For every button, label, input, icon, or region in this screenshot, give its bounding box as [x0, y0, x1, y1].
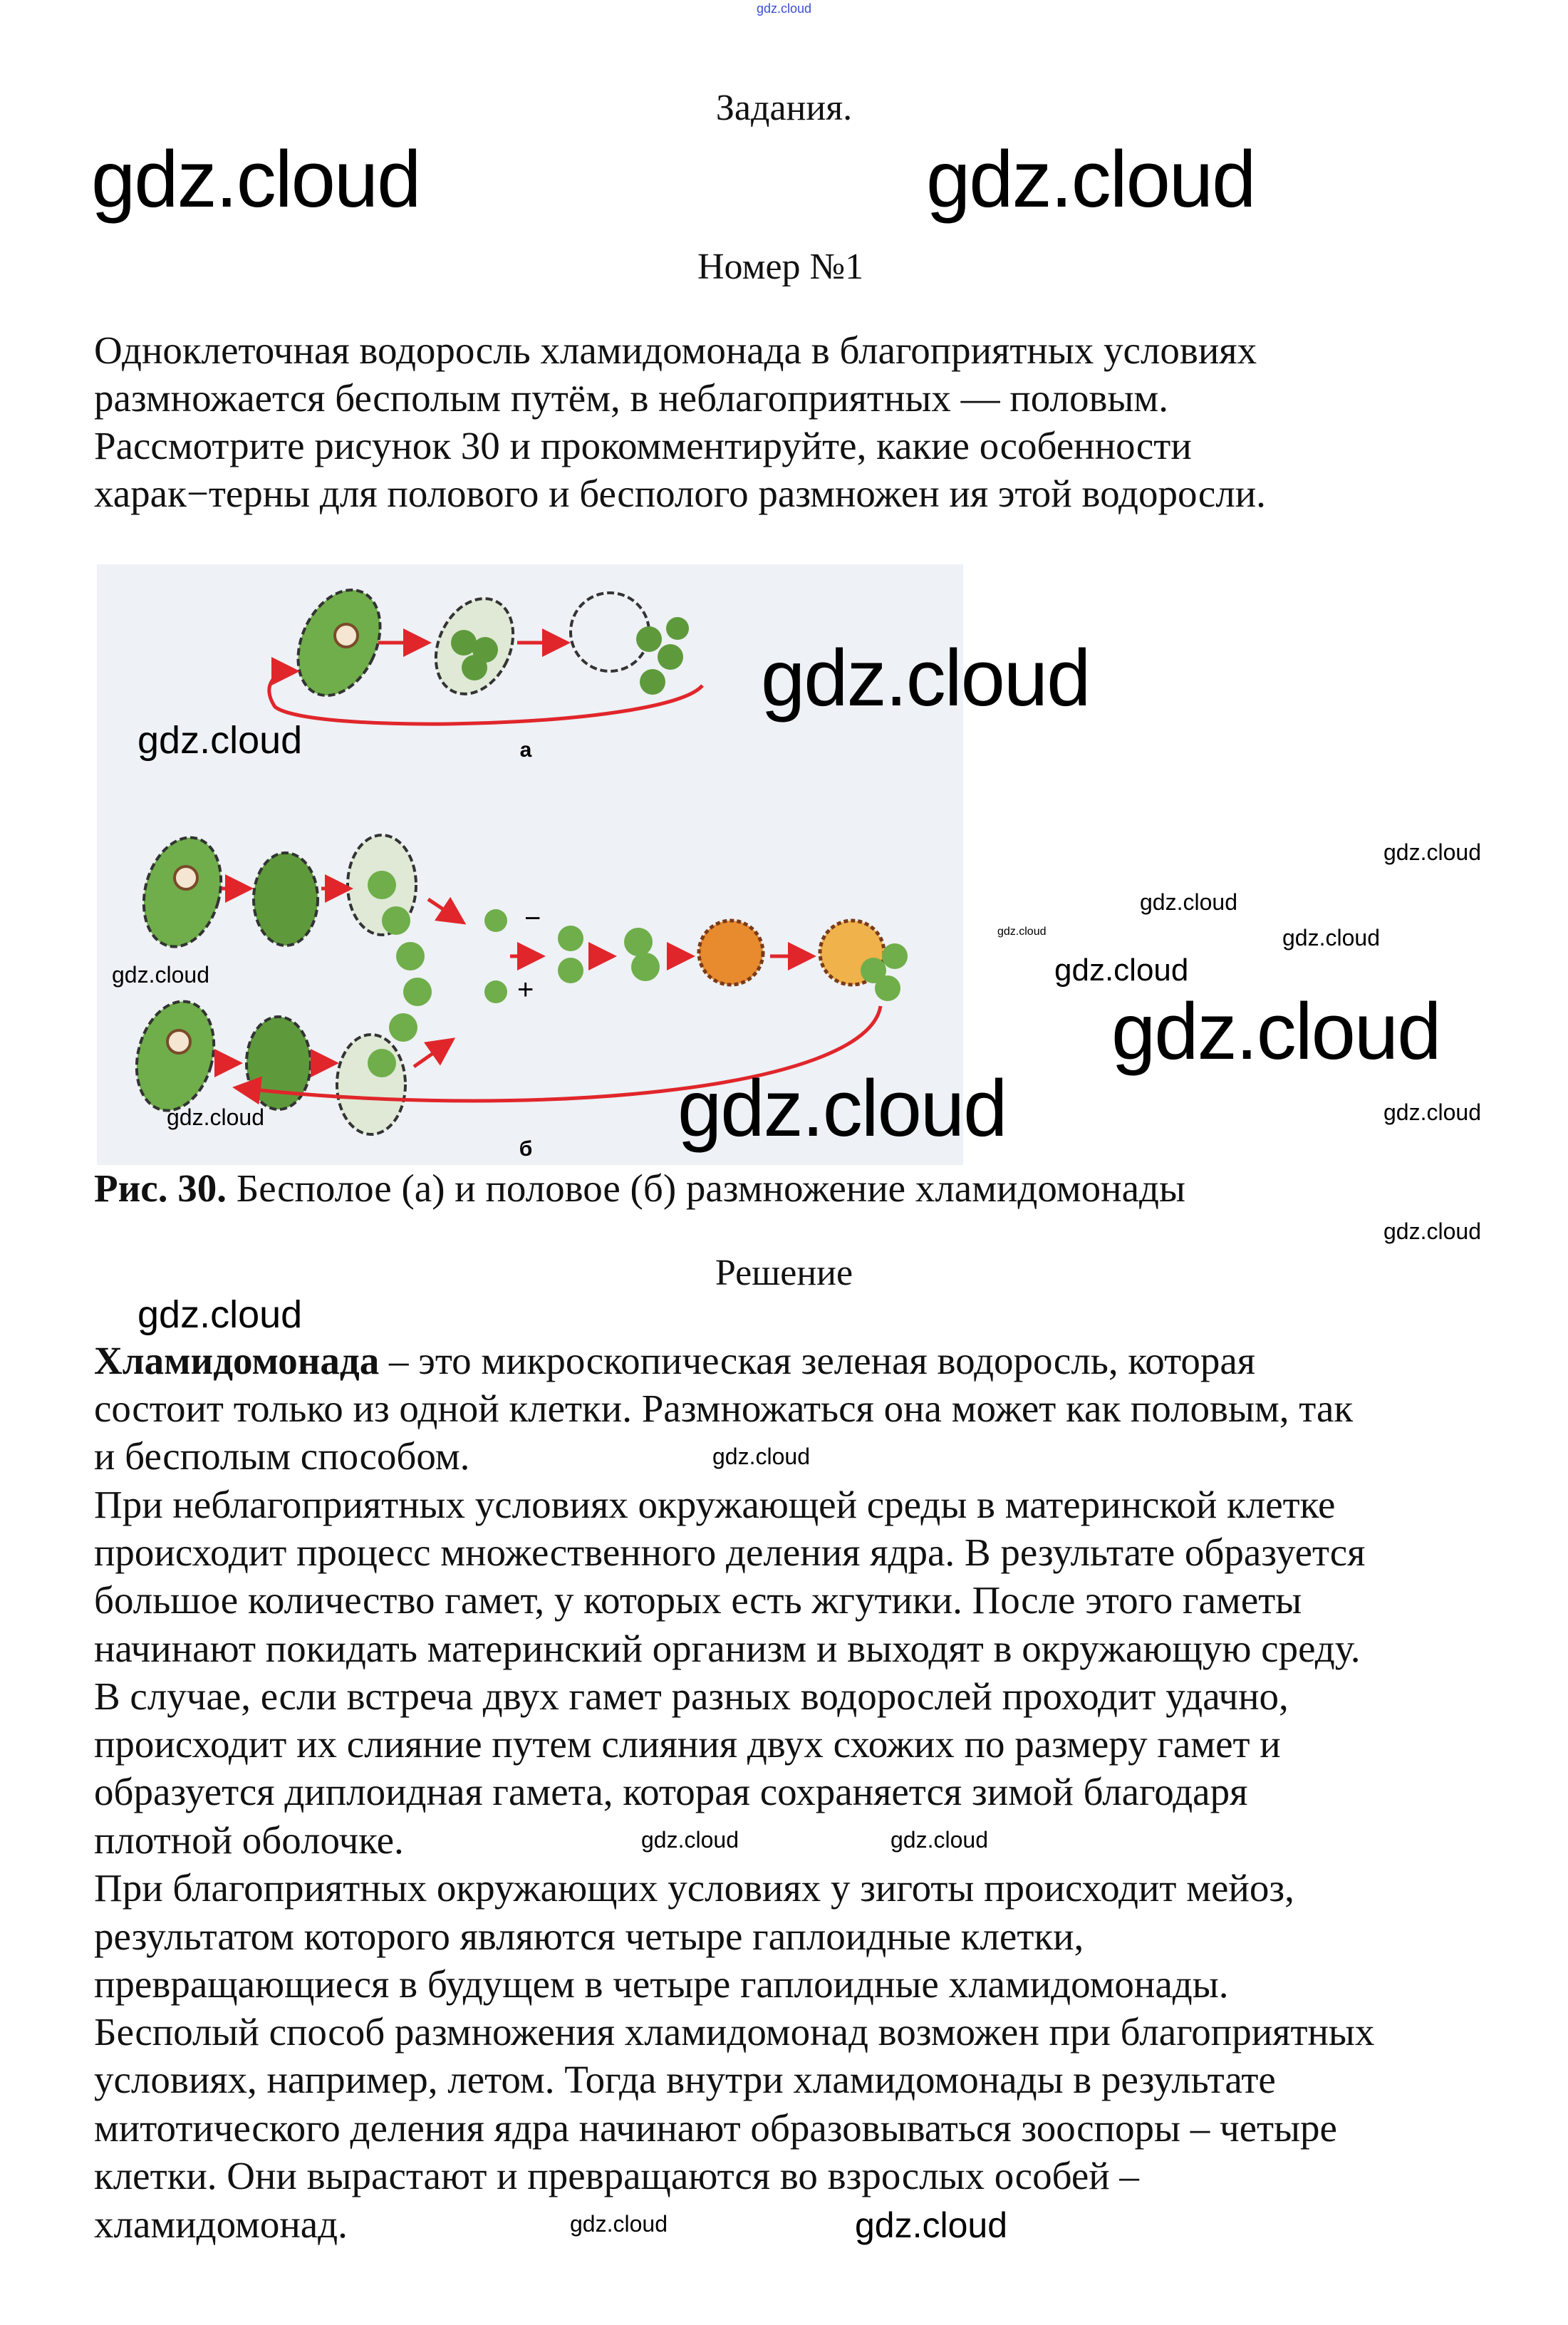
solution-line: образуется диплоидная гамета, которая сохраняется зимой благодаря: [94, 1770, 1248, 1813]
watermark: gdz.cloud: [1383, 1099, 1481, 1125]
watermark: gdz.cloud: [712, 1444, 810, 1469]
watermark: gdz.cloud: [926, 135, 1255, 224]
solution-line: [94, 1337, 1255, 1384]
solution-line: В случае, если встреча двух гамет разных водорослей проходит удачно,: [94, 1674, 1289, 1718]
zygote: [699, 921, 763, 985]
figure-caption: [94, 1166, 1185, 1211]
task-number: Номер №1: [697, 247, 864, 287]
solution-line: происходит их слияние путем слияния двух схожих по размеру гамет и: [94, 1722, 1281, 1766]
solution-line: состоит только из одной клетки. Размножаться она может как половым, так: [94, 1387, 1354, 1430]
watermark: gdz.cloud: [137, 1293, 303, 1336]
solution-line: и бесполым способом.: [94, 1434, 470, 1478]
watermark: gdz.cloud: [112, 962, 209, 988]
solution-line: хламидомонад.: [94, 2202, 348, 2246]
watermark: gdz.cloud: [1140, 889, 1237, 915]
watermark: gdz.cloud: [997, 926, 1047, 938]
solution-line: превращающиеся в будущем в четыре гаплоидные хламидомонады.: [94, 1962, 1229, 2006]
watermark: gdz.cloud: [1383, 839, 1481, 865]
watermark: gdz.cloud: [137, 719, 303, 762]
solution-title: Решение: [715, 1253, 853, 1293]
task-line: Одноклеточная водоросль хламидомонада в благоприятных условиях: [94, 328, 1257, 372]
watermark: gdz.cloud: [855, 2205, 1008, 2245]
asexual-cycle: [269, 576, 702, 724]
solution-line: При неблагоприятных условиях окружающей среды в материнской клетке: [94, 1483, 1336, 1526]
solution-line: Бесполый способ размножения хламидомонад возможен при благоприятных: [94, 2010, 1375, 2054]
watermark: gdz.cloud: [641, 1827, 739, 1853]
watermark: gdz.cloud: [1282, 925, 1380, 951]
watermark: gdz.cloud: [1054, 953, 1189, 988]
empty-shell: [571, 593, 649, 671]
solution-line: клетки. Они вырастают и превращаются во взрослых особей –: [94, 2154, 1139, 2197]
watermark: gdz.cloud: [570, 2211, 668, 2237]
label-b: б: [519, 1137, 533, 1161]
solution-line: начинают покидать материнский организм и выходят в окружающую среду.: [94, 1627, 1361, 1670]
solution-line: условиях, например, летом. Тогда внутри хламидомонады в результате: [94, 2058, 1276, 2101]
watermark: gdz.cloud: [891, 1827, 988, 1853]
section-title: Задания.: [715, 88, 853, 128]
caption-label: Рис. 30.: [94, 1166, 227, 1210]
watermark: gdz.cloud: [91, 135, 420, 224]
watermark: gdz.cloud: [1383, 1218, 1481, 1244]
solution-line-rest: – это микроскопическая зеленая водоросль, которая: [379, 1339, 1256, 1382]
watermark: gdz.cloud: [1111, 987, 1440, 1076]
task-line: харак−терны для полового и бесполого размножен ия этой водоросли.: [94, 472, 1266, 515]
task-line: Рассмотрите рисунок 30 и прокомментируйте, какие особенности: [94, 424, 1192, 467]
task-line: размножается бесполым путём, в неблагоприятных — половым.: [94, 376, 1168, 420]
minus-sign: −: [524, 903, 541, 934]
solution-line: происходит процесс множественного деления ядра. В результате образуется: [94, 1531, 1366, 1574]
watermark: gdz.cloud: [761, 633, 1090, 723]
solution-line: большое количество гамет, у которых есть жгутики. После этого гаметы: [94, 1578, 1302, 1622]
header-watermark: gdz.cloud: [756, 1, 812, 16]
solution-line: плотной оболочке.: [94, 1818, 404, 1862]
label-a: а: [519, 738, 532, 762]
caption-text: Бесполое (а) и половое (б) размножение хламидомонады: [226, 1166, 1185, 1210]
watermark: gdz.cloud: [677, 1064, 1007, 1153]
term-chlamydomonas: Хламидомонада: [94, 1339, 380, 1382]
plus-sign: +: [517, 974, 534, 1005]
solution-line: При благоприятных окружающих условиях у зиготы происходит мейоз,: [94, 1866, 1294, 1910]
solution-line: результатом которого являются четыре гаплоидные клетки,: [94, 1915, 1084, 1958]
solution-line: митотического деления ядра начинают образовываться зооспоры – четыре: [94, 2106, 1337, 2150]
watermark: gdz.cloud: [167, 1104, 264, 1130]
